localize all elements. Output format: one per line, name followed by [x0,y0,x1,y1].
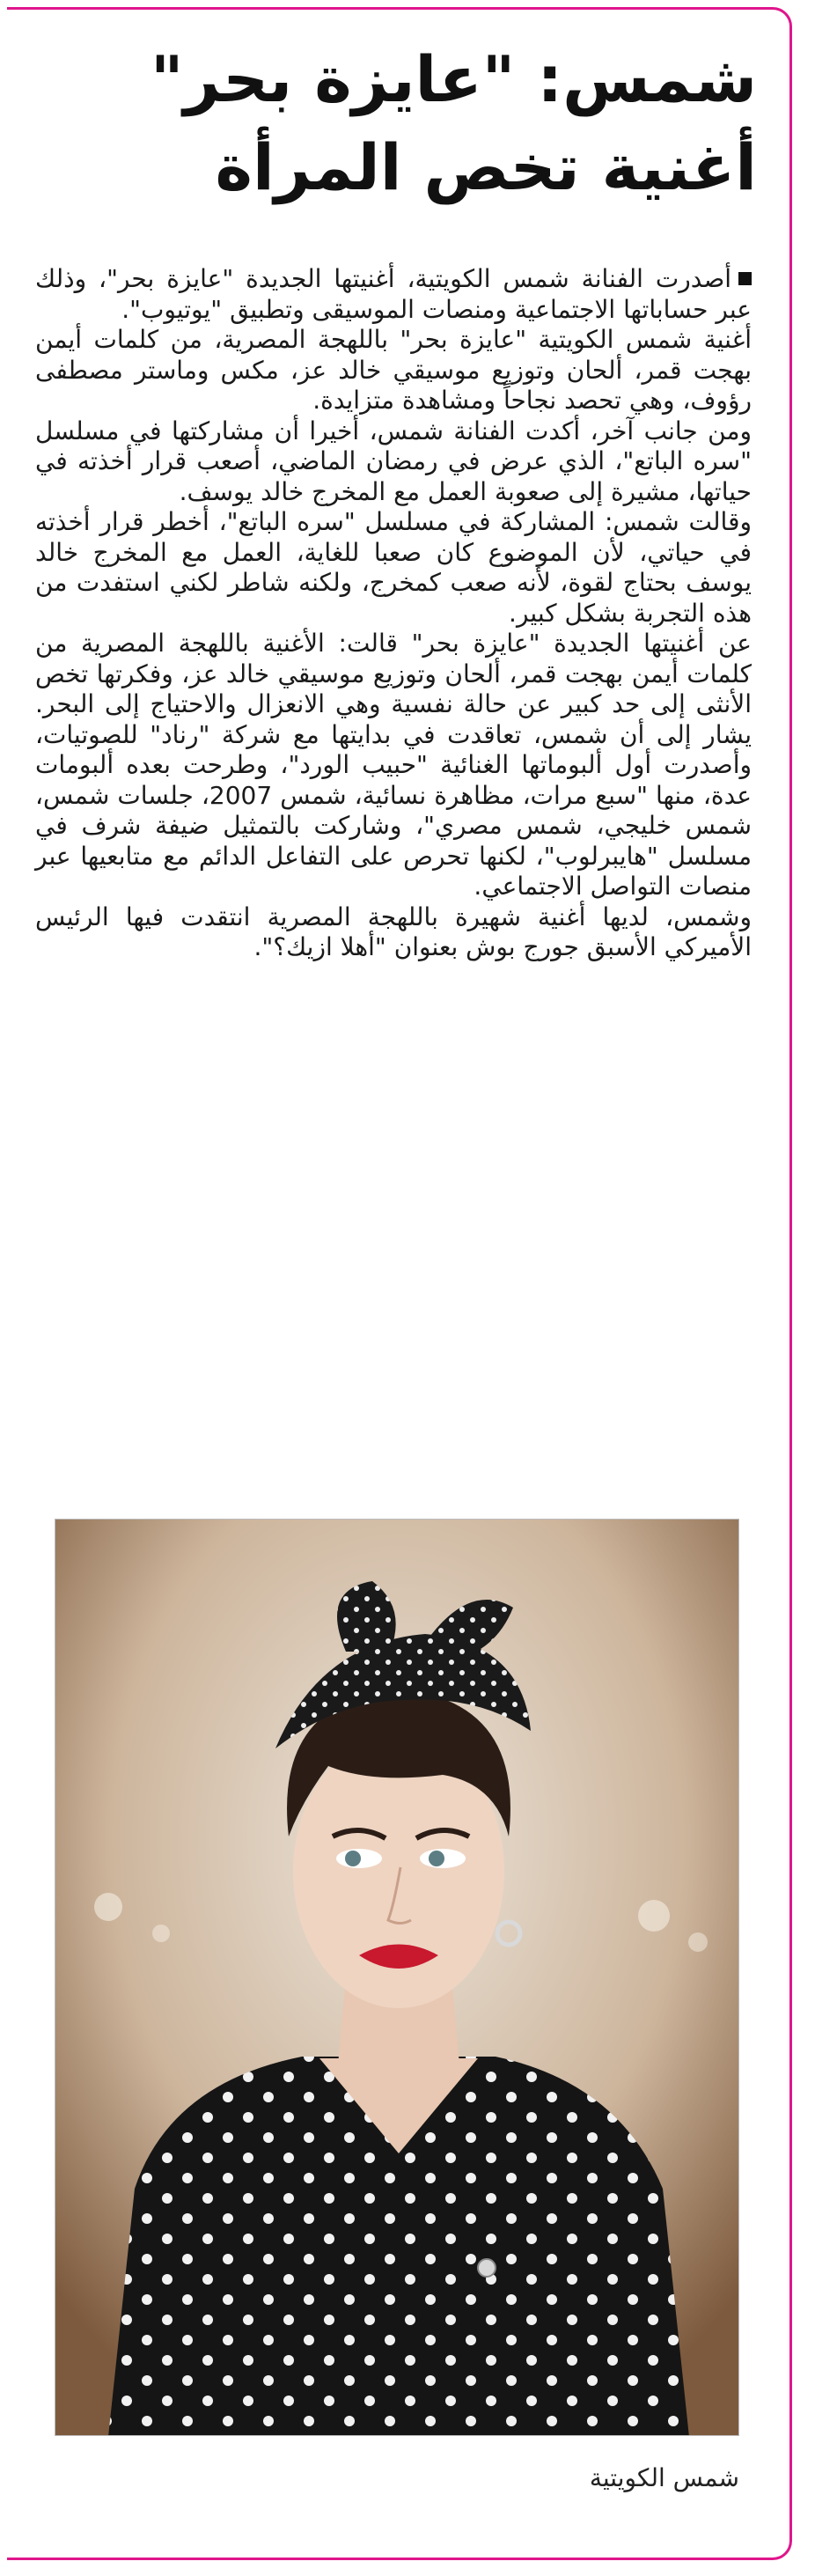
paragraph-2: أغنية شمس الكويتية "عايزة بحر" باللهجة المصرية، من كلمات أيمن بهجت قمر، ألحان وتوزيع موسيقي خالد عز، مكس وماستر مصطفى رؤوف، وهي تحصد نجاحاً ومشاهدة متزايدة. [35,325,752,415]
bullet-square-icon [738,272,752,285]
paragraph-6: وشمس، لديها أغنية شهيرة باللهجة المصرية انتقدت فيها الرئيس الأميركي الأسبق جورج بوش بعنوان "أهلا ازيك؟". [35,902,752,961]
portrait-photo [55,1519,739,2436]
portrait-illustration [55,1520,739,2436]
paragraph-4: وقالت شمس: المشاركة في مسلسل "سره الباتع"، أخطر قرار أخذته في حياتي، لأن الموضوع كان صعبا للغاية، العمل مع المخرج خالد يوسف بحتاج لقوة، لأنه صعب كمخرج، ولكنه شاطر لكني استفدت من هذه التجربة بشكل كبير. [35,507,752,628]
paragraph-3: ومن جانب آخر، أكدت الفنانة شمس، أخيرا أن مشاركتها في مسلسل "سره الباتع"، الذي عرض في رمضان الماضي، أصعب قرار أخذته في حياتها، مشيرة إلى صعوبة العمل مع المخرج خالد يوسف. [35,416,752,506]
article-body [35,264,752,963]
photo-caption: شمس الكويتية [589,2463,739,2492]
paragraph-1-text: أصدرت الفنانة شمس الكويتية، أغنيتها الجديدة "عايزة بحر"، وذلك عبر حساباتها الاجتماعية ومنصات الموسيقى وتطبيق "يوتيوب". [35,264,752,324]
paragraph-5: عن أغنيتها الجديدة "عايزة بحر" قالت: الأغنية باللهجة المصرية من كلمات أيمن بهجت قمر، ألحان وتوزيع موسيقي خالد عز، وفكرتها تخص الأنثى إلى حد كبير عن حالة نفسية وهي الانعزال والاحتياج إلى البحر. يشار إلى أن شمس، تعاقدت في بدايتها مع شركة "رناد" للصوتيات، وأصدرت أول ألبوماتها الغنائية "حبيب الورد"، وطرحت بعده ألبومات عدة، منها "سبع مرات، مظاهرة نسائية، شمس 2007، جلسات شمس، شمس خليجي، شمس مصري"، وشاركت بالتمثيل ضيفة شرف في مسلسل "هايبرلوب"، لكنها تحرص على التفاعل الدائم مع متابعيها عبر منصات التواصل الاجتماعي. [35,629,752,901]
headline-line-1: شمس: "عايزة بحر" [150,42,757,116]
paragraph-1 [35,264,752,325]
headline-line-2: أغنية تخص المرأة [215,130,757,204]
article-headline [35,35,757,211]
brooch [478,2259,496,2277]
